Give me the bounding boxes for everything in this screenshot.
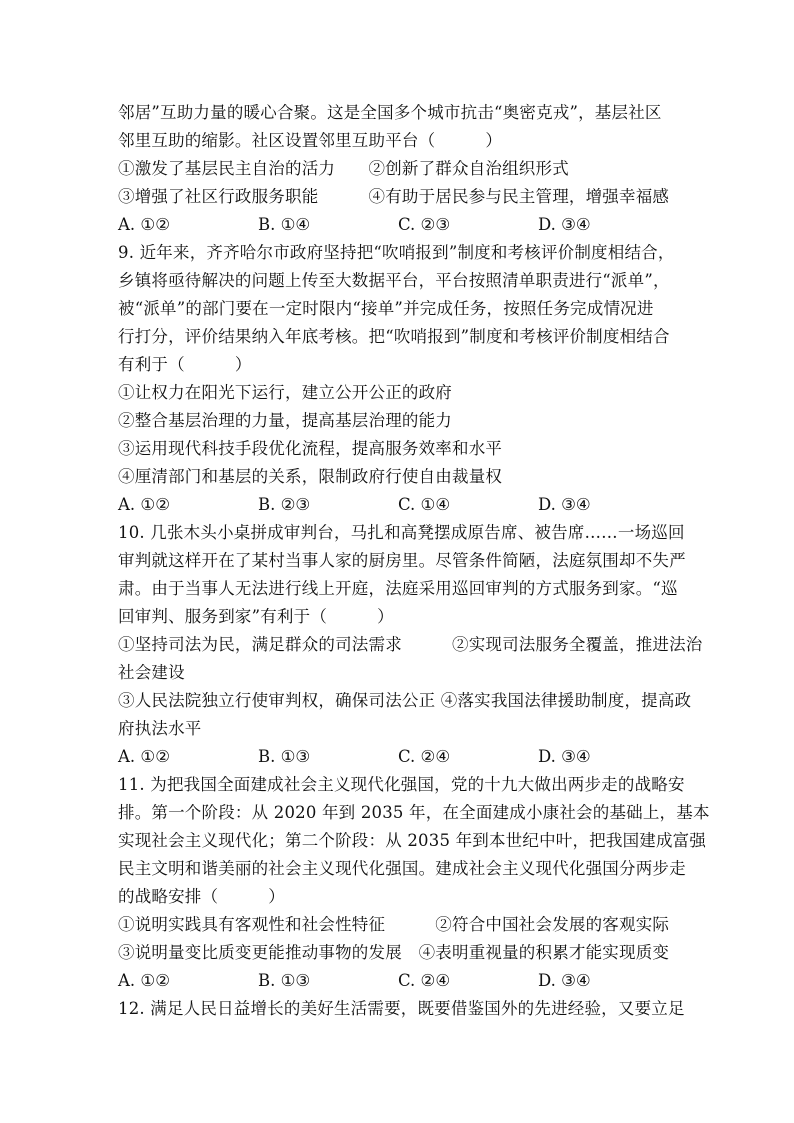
q9-option-c: C. ①④	[398, 495, 451, 514]
q10-statement: ③人民法院独立行使审判权，确保司法公正 ④落实我国法律援助制度，提高政	[118, 691, 692, 710]
q9-text-line: 有利于（ ）	[118, 355, 252, 374]
q10-text-line: 审判就这样开在了某村当事人家的厨房里。尽管条件简陋，法庭氛围却不失严	[118, 551, 686, 570]
q10-option-a: A. ①②	[118, 747, 170, 766]
q8-option-d: D. ③④	[538, 215, 591, 234]
q9-statement: ①让权力在阳光下运行，建立公开公正的政府	[118, 383, 452, 402]
q11-text-line: 的战略安排（ ）	[118, 887, 285, 906]
q11-statement: ③说明量变比质变更能推动事物的发展 ④表明重视量的积累才能实现质变	[118, 943, 670, 962]
q9-text-line: 被“派单”的部门要在一定时限内“接单”并完成任务，按照任务完成情况进	[118, 299, 654, 318]
q8-option-a: A. ①②	[118, 215, 170, 234]
q11-option-c: C. ②④	[398, 971, 451, 990]
q11-text-line: 民主文明和谐美丽的社会主义现代化强国。建成社会主义现代化强国分两步走	[118, 859, 686, 878]
q9-option-d: D. ③④	[538, 495, 591, 514]
q10-statement: ①坚持司法为民，满足群众的司法需求 ②实现司法服务全覆盖，推进法治	[118, 635, 703, 654]
q8-statement: ①激发了基层民主自治的活力 ②创新了群众自治组织形式	[118, 159, 569, 178]
q11-option-b: B. ①③	[258, 971, 311, 990]
q9-statement: ④厘清部门和基层的关系，限制政府行使自由裁量权	[118, 467, 503, 486]
q10-statement: 社会建设	[118, 663, 185, 682]
q10-text-line: 回审判、服务到家”有利于（ ）	[118, 607, 394, 626]
q8-text-line: 邻居”互助力量的暖心合聚。这是全国多个城市抗击“奥密克戎”，基层社区	[118, 103, 662, 122]
q10-text-line: 肃。由于当事人无法进行线上开庭，法庭采用巡回审判的方式服务到家。“巡	[118, 579, 678, 598]
q9-text-line: 行打分，评价结果纳入年底考核。把“吹哨报到”制度和考核评价制度相结合	[118, 327, 670, 346]
q11-text-line: 排。第一个阶段：从 2020 年到 2035 年，在全面建成小康社会的基础上，基本	[118, 803, 710, 822]
q11-option-a: A. ①②	[118, 971, 170, 990]
q9-statement: ②整合基层治理的力量，提高基层治理的能力	[118, 411, 452, 430]
q10-option-b: B. ①③	[258, 747, 311, 766]
q9-option-a: A. ①②	[118, 495, 170, 514]
q10-option-d: D. ③④	[538, 747, 591, 766]
q11-statement: ①说明实践具有客观性和社会性特征 ②符合中国社会发展的客观实际	[118, 915, 670, 934]
q8-option-b: B. ①④	[258, 215, 311, 234]
q10-text-line: 10. 几张木头小桌拼成审判台，马扎和高凳摆成原告席、被告席……一场巡回	[118, 523, 685, 542]
q9-text-line: 乡镇将亟待解决的问题上传至大数据平台，平台按照清单职责进行“派单”，	[118, 271, 670, 290]
q11-text-line: 实现社会主义现代化；第二个阶段：从 2035 年到本世纪中叶，把我国建成富强	[118, 831, 707, 850]
q11-option-d: D. ③④	[538, 971, 591, 990]
q11-text-line: 11. 为把我国全面建成社会主义现代化强国，党的十九大做出两步走的战略安	[118, 775, 685, 794]
q10-statement: 府执法水平	[118, 719, 202, 738]
q12-text-line: 12. 满足人民日益增长的美好生活需要，既要借鉴国外的先进经验，又要立足	[118, 999, 685, 1018]
q8-option-c: C. ②③	[398, 215, 451, 234]
q10-option-c: C. ②④	[398, 747, 451, 766]
q8-statement: ③增强了社区行政服务职能 ④有助于居民参与民主管理，增强幸福感	[118, 187, 670, 206]
q9-text-line: 9. 近年来，齐齐哈尔市政府坚持把“吹哨报到”制度和考核评价制度相结合，	[118, 243, 675, 262]
q8-text-line: 邻里互助的缩影。社区设置邻里互助平台（ ）	[118, 131, 503, 150]
q9-option-b: B. ②③	[258, 495, 311, 514]
q9-statement: ③运用现代科技手段优化流程，提高服务效率和水平	[118, 439, 503, 458]
